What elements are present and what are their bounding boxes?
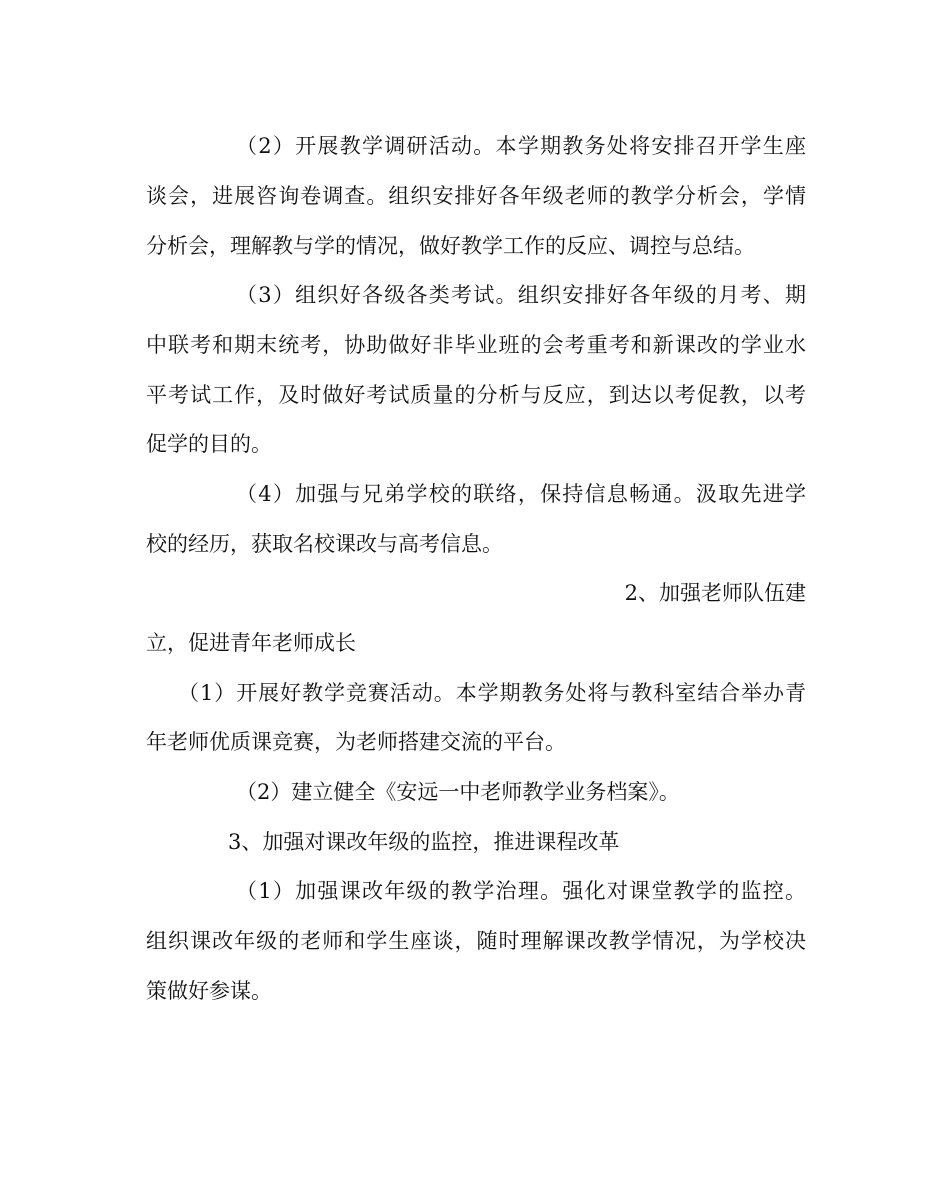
paragraph-line: 分析会，理解教与学的情况，做好教学工作的反应、调控与总结。 bbox=[146, 234, 755, 258]
section-heading-line: 3、加强对课改年级的监控，推进课程改革 bbox=[228, 830, 620, 854]
paragraph-line: （2）建立健全《安远一中老师教学业务档案》。 bbox=[236, 780, 680, 804]
paragraph-line: （3）组织好各级各类考试。组织安排好各年级的月考、期 bbox=[236, 283, 806, 307]
paragraph-line: 组织课改年级的老师和学生座谈，随时理解课改教学情况，为学校决 bbox=[146, 929, 806, 953]
paragraph-line: 谈会，进展咨询卷调查。组织安排好各年级老师的教学分析会，学情 bbox=[146, 184, 806, 208]
paragraph-line: （4）加强与兄弟学校的联络，保持信息畅通。汲取先进学 bbox=[236, 482, 806, 506]
paragraph-line: （1）开展好教学竞赛活动。本学期教务处将与教科室结合举办青 bbox=[178, 681, 806, 705]
paragraph-line: 平考试工作，及时做好考试质量的分析与反应，到达以考促教，以考 bbox=[146, 383, 806, 407]
section-heading-line: 2、加强老师队伍建 bbox=[624, 581, 806, 605]
paragraph-line: （2）开展教学调研活动。本学期教务处将安排召开学生座 bbox=[236, 134, 806, 158]
paragraph-line: 中联考和期末统考，协助做好非毕业班的会考重考和新课改的学业水 bbox=[146, 333, 806, 357]
section-heading-line: 立，促进青年老师成长 bbox=[146, 631, 356, 655]
paragraph-line: 促学的目的。 bbox=[146, 432, 272, 456]
paragraph-line: 策做好参谋。 bbox=[146, 979, 272, 1003]
paragraph-line: 校的经历，获取名校课改与高考信息。 bbox=[146, 532, 503, 556]
paragraph-line: （1）加强课改年级的教学治理。强化对课堂教学的监控。 bbox=[236, 879, 806, 903]
paragraph-line: 年老师优质课竞赛，为老师搭建交流的平台。 bbox=[146, 730, 566, 754]
